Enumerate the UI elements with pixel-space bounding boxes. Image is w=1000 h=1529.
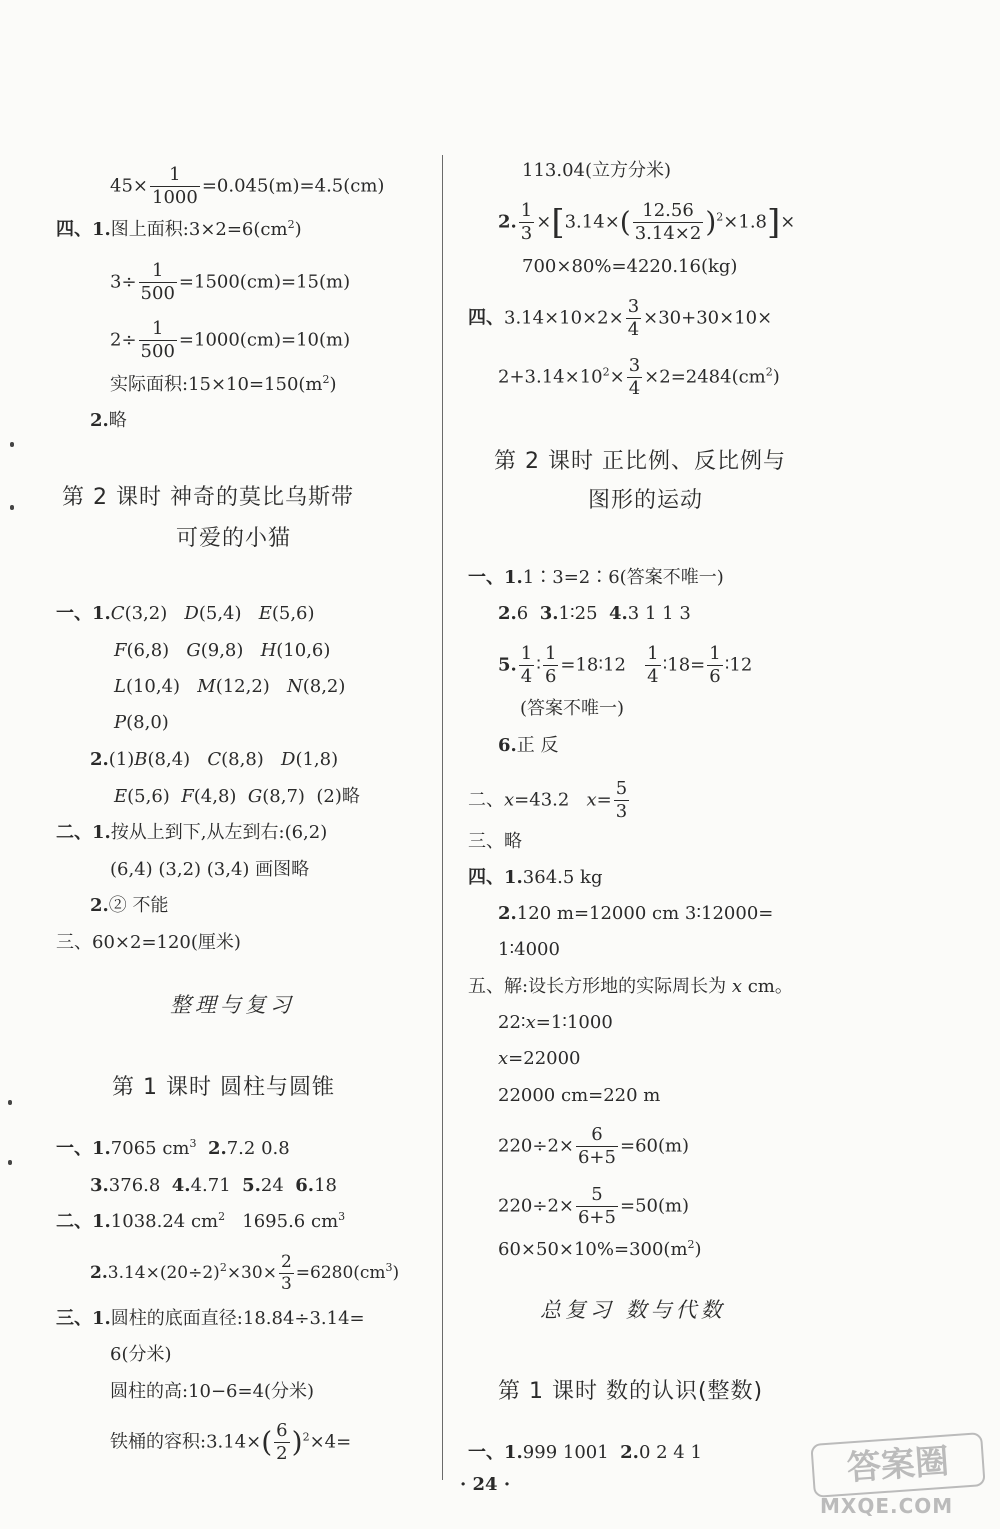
answer-line: 二、1.1038.24 $cm^2$ 1695.6 $cm^3$ (56, 1210, 346, 1232)
answer-line: 2. $\frac{1}{3}$ ×[3.14×( $\frac{12.56}{3.14\times 2}$ )$^2$×1.8]× (498, 200, 796, 244)
answer-line: 铁桶的容积:3.14×( $\frac{6}{2}$ )$^2$×4= (110, 1420, 352, 1464)
section-title: 第 1 课时 数的认识(整数) (498, 1379, 764, 1404)
answer-line: 6(分米) (110, 1344, 172, 1365)
answer-line: 1∶4000 (498, 939, 560, 960)
answer-line: 2.略 (90, 410, 127, 431)
answer-line: 220÷2× $\frac{6}{6+5}$ =60(m) (498, 1124, 690, 1168)
answer-line: 45× $\frac{1}{1000}$ =0.045(m)=4.5(cm) (110, 164, 385, 208)
answer-line: F(6,8) G(9,8) H(10,6) (114, 640, 331, 661)
answer-line: 一、1.999 1001 2.0 2 4 1 (468, 1442, 702, 1463)
answer-line: 113.04(立方分米) (522, 160, 672, 181)
section-title: 第 2 课时 神奇的莫比乌斯带 (62, 485, 354, 510)
answer-line: 2.120 m=12000 cm 3∶12000= (498, 903, 774, 924)
margin-mark (8, 1100, 12, 1105)
answer-line: 圆柱的高:10−6=4(分米) (110, 1381, 315, 1402)
answer-line: (6,4) (3,2) (3,4) 画图略 (110, 859, 310, 880)
margin-mark (10, 505, 14, 510)
answer-line: 一、1.C(3,2) D(5,4) E(5,6) (56, 603, 315, 624)
answer-line: $2+3.14\times 10^2\times$ $\frac{3}{4}$ $\times 2=2484(cm^2)$ (498, 355, 780, 399)
answer-line: E(5,6) F(4,8) G(8,7) (2)略 (114, 786, 360, 807)
margin-mark (8, 1160, 12, 1165)
answer-line: 6.正 反 (498, 735, 559, 756)
margin-mark (10, 442, 14, 447)
answer-line: 22000 cm=220 m (498, 1085, 661, 1106)
section-title: 可爱的小猫 (176, 526, 292, 551)
answer-line: 22∶x=1∶1000 (498, 1012, 613, 1033)
answer-line: 一、1.7065 $cm^3$ 2.7.2 0.8 (56, 1137, 290, 1159)
page-number: · 24 · (460, 1474, 511, 1495)
answer-line: 二、x=43.2 x= $\frac{5}{3}$ (468, 778, 628, 822)
answer-line: 700×80%=4220.16(kg) (522, 256, 738, 277)
watermark-url: MXQE.COM (820, 1494, 954, 1518)
answer-line: 3÷ $\frac{1}{500}$ =1500(cm)=15(m) (110, 260, 351, 304)
answer-line: $60\times 50\times 10\%=300(m^2)$ (498, 1238, 702, 1260)
answer-line: P(8,0) (114, 712, 169, 733)
answer-line: 实际面积$:15\times 10=150(m^2)$ (110, 373, 337, 395)
answer-line: L(10,4) M(12,2) N(8,2) (114, 676, 346, 697)
answer-line: x=22000 (498, 1048, 581, 1069)
answer-line: (答案不唯一) (520, 698, 625, 719)
column-divider (442, 155, 443, 1480)
answer-line: 220÷2× $\frac{5}{6+5}$ =50(m) (498, 1184, 690, 1228)
watermark-logo: 答案圈 (810, 1432, 985, 1498)
section-title: 第 2 课时 正比例、反比例与 (494, 449, 786, 474)
answer-line: 5. $\frac{1}{4}$ ∶ $\frac{1}{6}$ =18∶12 $\frac{1}{4}$ ∶18= $\frac{1}{6}$ ∶12 (498, 643, 753, 687)
answer-line: $2.3.14\times(20\div 2)^2\times 30\times$ $\frac{2}{3}$ $=6280(cm^3)$ (90, 1252, 400, 1294)
chapter-heading: 整理与复习 (170, 993, 295, 1017)
answer-line: 2.② 不能 (90, 895, 169, 916)
answer-line: 五、解:设长方形地的实际周长为 x cm。 (468, 976, 793, 997)
answer-line: 2.6 3.1∶25 4.3 1 1 3 (498, 603, 691, 624)
answer-line: 3.376.8 4.4.71 5.24 6.18 (90, 1175, 337, 1196)
answer-line: 三、略 (468, 831, 522, 852)
section-title: 第 1 课时 圆柱与圆锥 (112, 1075, 335, 1100)
answer-line: 四、1.364.5 kg (468, 867, 603, 888)
answer-line: 四、1.图上面积$:3\times 2=6(cm^2)$ (56, 218, 302, 240)
chapter-heading: 总复习 数与代数 (540, 1298, 726, 1322)
section-title: 图形的运动 (588, 488, 704, 513)
answer-line: 三、1.圆柱的底面直径:18.84÷3.14= (56, 1308, 365, 1329)
answer-line: 2÷ $\frac{1}{500}$ =1000(cm)=10(m) (110, 318, 351, 362)
answer-line: 一、1.1∶3=2∶6(答案不唯一) (468, 567, 724, 588)
answer-line: 二、1.按从上到下,从左到右:(6,2) (56, 822, 328, 843)
answer-line: 四、3.14×10×2× $\frac{3}{4}$ ×30+30×10× (468, 296, 773, 340)
answer-line: 2.(1)B(8,4) C(8,8) D(1,8) (90, 749, 339, 770)
answer-line: 三、60×2=120(厘米) (56, 932, 241, 953)
